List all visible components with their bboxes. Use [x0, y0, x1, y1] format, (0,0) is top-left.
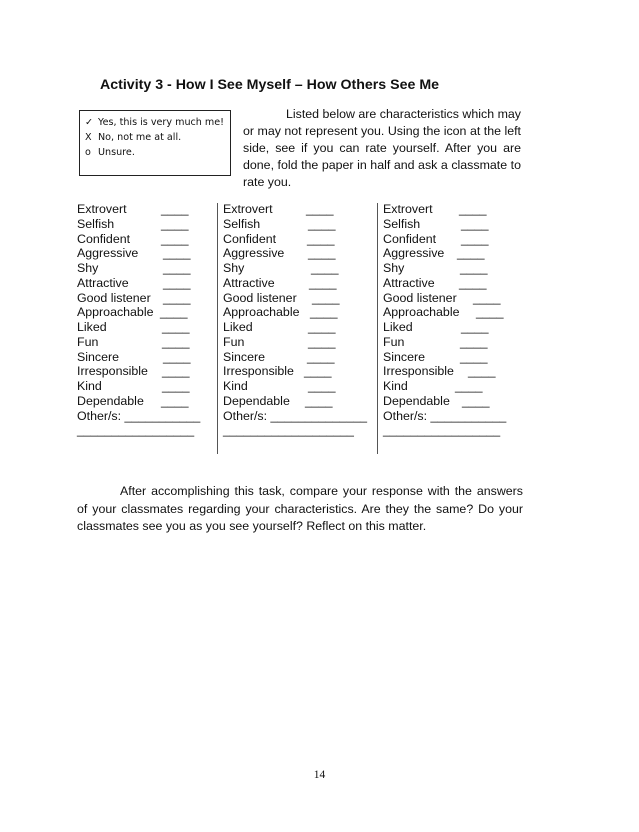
characteristic-label: Sincere: [383, 349, 426, 364]
characteristic-label: Good listener: [77, 290, 151, 305]
characteristic-label: Liked: [77, 320, 107, 334]
characteristic-label: Dependable: [223, 393, 290, 408]
legend-row-no: [80, 130, 230, 145]
characteristic-row: [223, 350, 373, 365]
circle-icon: o: [85, 147, 91, 158]
rating-blank[interactable]: ____: [161, 393, 189, 408]
column-divider: [377, 203, 378, 454]
characteristic-row: [223, 409, 373, 424]
rating-blank[interactable]: ____: [308, 334, 336, 349]
rating-blank[interactable]: ____: [161, 216, 189, 231]
characteristic-row: [223, 217, 373, 232]
characteristic-label: Extrovert: [383, 202, 433, 216]
characteristic-row: [223, 364, 373, 379]
rating-blank[interactable]: ____: [163, 275, 191, 290]
rating-blank[interactable]: ____: [163, 246, 191, 261]
rating-blank[interactable]: ____: [311, 261, 339, 275]
characteristic-label: Irresponsible: [77, 364, 148, 379]
characteristic-label: Kind: [77, 379, 102, 393]
rating-blank[interactable]: ____: [461, 216, 489, 231]
characteristic-row: [77, 291, 217, 306]
characteristic-row: [77, 379, 217, 394]
characteristic-label: Fun: [223, 334, 245, 349]
characteristic-label: _________________: [383, 423, 501, 438]
characteristic-label: Sincere: [223, 349, 266, 364]
characteristic-row: [223, 261, 373, 276]
characteristic-row: [223, 305, 373, 320]
rating-blank[interactable]: ____: [163, 349, 191, 364]
characteristic-row: [223, 232, 373, 247]
characteristic-label: Shy: [223, 261, 245, 275]
rating-blank[interactable]: ____: [459, 202, 487, 216]
characteristic-row: [77, 320, 217, 335]
characteristic-label: Dependable: [383, 393, 450, 408]
characteristic-row: [77, 394, 217, 409]
characteristic-label: Good listener: [383, 290, 457, 305]
characteristic-row: [383, 350, 523, 365]
characteristic-row: [77, 423, 217, 438]
classmate-rating-column: [223, 202, 373, 438]
characteristic-row: [77, 232, 217, 247]
characteristic-label: Other/s: ___________: [383, 408, 507, 423]
legend-row-unsure: [80, 145, 230, 160]
rating-blank[interactable]: ____: [306, 202, 334, 216]
characteristic-row: [77, 350, 217, 365]
characteristic-label: Shy: [383, 261, 405, 275]
legend-row-yes: [80, 115, 230, 130]
characteristic-row: [223, 423, 373, 438]
checkmark-icon: ✓: [85, 117, 94, 128]
characteristic-label: Confident: [223, 231, 277, 246]
characteristic-row: [223, 320, 373, 335]
characteristic-row: [77, 276, 217, 291]
column-divider: [217, 203, 218, 454]
characteristic-row: [223, 246, 373, 261]
characteristic-row: [223, 276, 373, 291]
characteristic-label: Sincere: [77, 349, 120, 364]
rating-blank[interactable]: ____: [461, 231, 489, 246]
characteristic-row: [77, 305, 217, 320]
characteristic-label: Selfish: [383, 216, 421, 231]
characteristic-row: [383, 305, 523, 320]
characteristic-label: Approachable: [77, 305, 154, 320]
characteristic-row: [383, 217, 523, 232]
legend-text-no: No, not me at all.: [98, 132, 182, 143]
rating-blank[interactable]: ____: [460, 261, 488, 275]
characteristic-row: [77, 364, 217, 379]
activity-title: Activity 3 - How I See Myself – How Others See Me: [100, 77, 440, 93]
rating-blank[interactable]: ____: [160, 305, 188, 320]
rating-blank[interactable]: ____: [308, 320, 336, 334]
rating-blank[interactable]: ____: [468, 364, 496, 379]
characteristic-label: _________________: [77, 423, 195, 438]
characteristic-label: Aggressive: [77, 246, 139, 261]
rating-blank[interactable]: ____: [457, 246, 485, 261]
characteristic-row: [223, 394, 373, 409]
rating-blank[interactable]: ____: [163, 261, 191, 275]
characteristic-label: Irresponsible: [223, 364, 294, 379]
characteristic-label: Other/s: ______________: [223, 408, 367, 423]
characteristic-label: Dependable: [77, 393, 144, 408]
rating-blank[interactable]: ____: [308, 216, 336, 231]
rating-blank[interactable]: ____: [308, 246, 336, 261]
legend-box: [79, 110, 231, 176]
characteristic-row: [77, 217, 217, 232]
rating-blank[interactable]: ____: [460, 349, 488, 364]
rating-blank[interactable]: ____: [308, 379, 336, 393]
characteristic-label: Attractive: [77, 275, 129, 290]
characteristic-label: Selfish: [77, 216, 115, 231]
characteristic-label: Attractive: [383, 275, 435, 290]
characteristic-row: [383, 423, 523, 438]
characteristic-row: [77, 261, 217, 276]
page-number: 14: [313, 769, 326, 781]
characteristic-label: Liked: [383, 320, 413, 334]
rating-blank[interactable]: ____: [461, 320, 489, 334]
rating-blank[interactable]: ____: [455, 379, 483, 393]
rating-blank[interactable]: ____: [161, 231, 189, 246]
characteristic-row: [383, 291, 523, 306]
characteristic-label: Kind: [223, 379, 248, 393]
rating-blank[interactable]: ____: [459, 275, 487, 290]
reflection-paragraph: After accomplishing this task, compare your response with the answers of your classmates regarding your characteristics. Are they the same? Do your classmates see you as you see yourself? Reflect on this matter.: [77, 484, 523, 533]
characteristic-label: Aggressive: [223, 246, 285, 261]
characteristic-row: [223, 335, 373, 350]
rating-blank[interactable]: ____: [473, 290, 501, 305]
characteristic-row: [223, 202, 373, 217]
characteristic-row: [223, 379, 373, 394]
characteristic-label: Shy: [77, 261, 99, 275]
rating-blank[interactable]: ____: [307, 349, 335, 364]
rating-blank[interactable]: ____: [162, 379, 190, 393]
characteristic-row: [383, 276, 523, 291]
rating-blank[interactable]: ____: [161, 202, 189, 216]
characteristic-row: [383, 394, 523, 409]
characteristic-row: [383, 232, 523, 247]
characteristic-row: [383, 202, 523, 217]
characteristic-label: Approachable: [223, 305, 300, 320]
characteristic-row: [383, 320, 523, 335]
self-rating-column: [77, 202, 217, 438]
instructions-paragraph: Listed below are characteristics which may or may not represent you. Using the icon at the left side, see if you can rate yourself. After you are done, fold the paper in half and ask a classmate to rate you.: [243, 107, 521, 190]
rating-blank[interactable]: ____: [309, 275, 337, 290]
characteristic-label: Approachable: [383, 305, 460, 320]
characteristic-row: [77, 335, 217, 350]
characteristic-label: Aggressive: [383, 246, 445, 261]
characteristic-row: [223, 291, 373, 306]
characteristic-label: Selfish: [223, 216, 261, 231]
characteristic-label: Irresponsible: [383, 364, 454, 379]
rating-blank[interactable]: ____: [462, 393, 490, 408]
characteristic-label: Good listener: [223, 290, 297, 305]
characteristic-label: Fun: [77, 334, 99, 349]
characteristic-row: [383, 409, 523, 424]
legend-text-unsure: Unsure.: [98, 147, 135, 158]
rating-blank[interactable]: ____: [312, 290, 340, 305]
characteristic-row: [77, 246, 217, 261]
characteristic-label: Attractive: [223, 275, 275, 290]
rating-blank[interactable]: ____: [163, 290, 191, 305]
characteristic-label: Fun: [383, 334, 405, 349]
classmate-rating-column: [383, 202, 523, 438]
characteristic-row: [383, 335, 523, 350]
rating-blank[interactable]: ____: [162, 364, 190, 379]
rating-blank[interactable]: ____: [305, 393, 333, 408]
characteristic-row: [383, 379, 523, 394]
rating-blank[interactable]: ____: [304, 364, 332, 379]
rating-blank[interactable]: ____: [476, 305, 504, 320]
characteristic-row: [77, 409, 217, 424]
characteristic-label: Liked: [223, 320, 253, 334]
characteristic-row: [383, 364, 523, 379]
legend-text-yes: Yes, this is very much me!: [98, 117, 225, 128]
characteristic-label: Kind: [383, 379, 408, 393]
characteristic-label: Extrovert: [223, 202, 273, 216]
characteristic-label: ___________________: [223, 423, 354, 438]
characteristic-row: [383, 246, 523, 261]
rating-blank[interactable]: ____: [162, 320, 190, 334]
characteristic-row: [77, 202, 217, 217]
characteristic-label: Other/s: ___________: [77, 408, 201, 423]
rating-blank[interactable]: ____: [307, 231, 335, 246]
rating-blank[interactable]: ____: [162, 334, 190, 349]
characteristic-label: Confident: [77, 231, 131, 246]
characteristic-label: Extrovert: [77, 202, 127, 216]
characteristic-label: Confident: [383, 231, 437, 246]
rating-blank[interactable]: ____: [460, 334, 488, 349]
x-mark-icon: X: [85, 132, 92, 143]
rating-blank[interactable]: ____: [310, 305, 338, 320]
characteristic-row: [383, 261, 523, 276]
